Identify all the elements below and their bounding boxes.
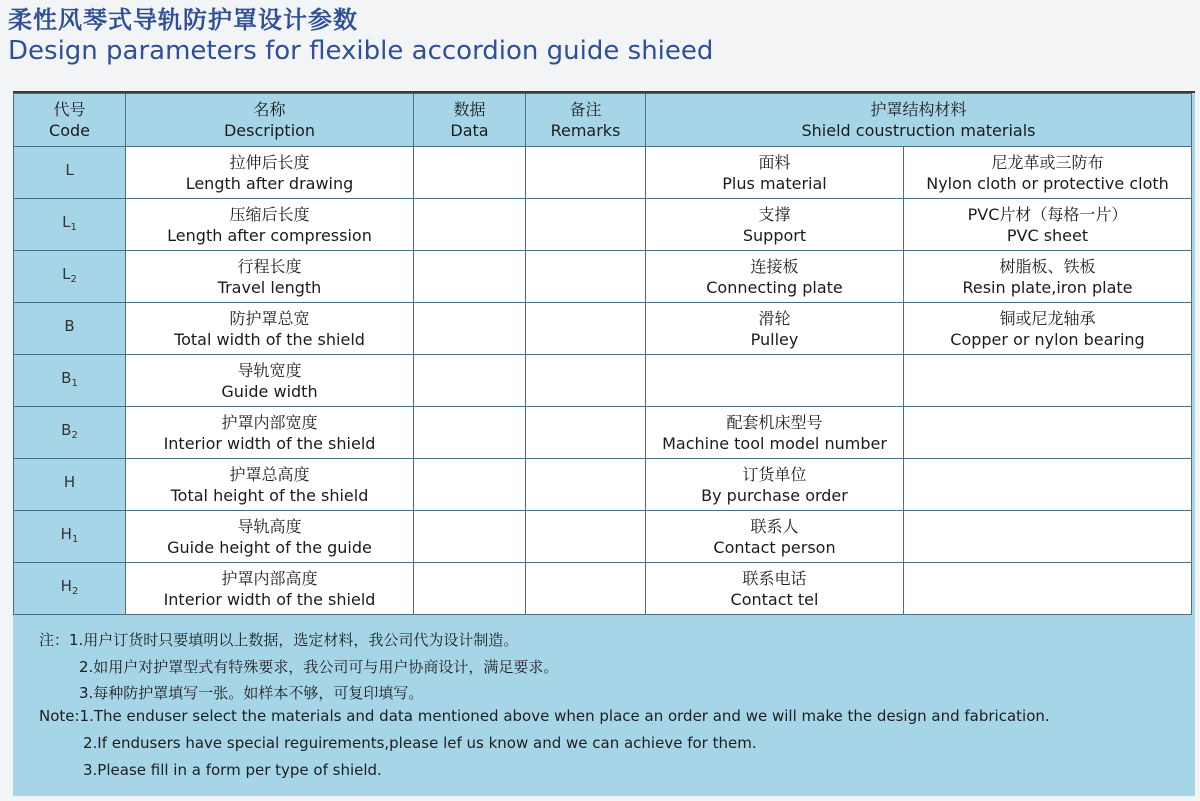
code-subscript: 1 — [70, 221, 77, 233]
description-en: Length after compression — [167, 225, 372, 245]
code-letter: L — [62, 212, 71, 231]
description-cell — [126, 563, 414, 615]
material-item-cn: 联系人 — [750, 516, 799, 536]
code-cell — [14, 251, 126, 303]
material-item-cell — [646, 303, 904, 355]
data-cell[interactable] — [414, 563, 526, 615]
description-cn: 压缩后长度 — [229, 204, 310, 224]
material-item-en: Connecting plate — [706, 277, 843, 297]
header-data-en: Data — [450, 121, 489, 140]
header-remarks-en: Remarks — [550, 121, 621, 140]
description-cell — [126, 459, 414, 511]
table-row — [14, 511, 1192, 563]
description-en: Guide width — [221, 381, 318, 401]
description-cn: 行程长度 — [237, 256, 302, 276]
material-value-cn: 铜或尼龙轴承 — [999, 308, 1096, 328]
material-item-en: By purchase order — [701, 485, 848, 505]
material-item-en: Contact tel — [730, 589, 819, 609]
remarks-cell[interactable] — [526, 459, 646, 511]
code-cell — [14, 511, 126, 563]
code-letter: H — [63, 472, 76, 491]
code-subscript: 2 — [70, 273, 77, 285]
note-en-3: 3.Please fill in a form per type of shield. — [83, 761, 382, 779]
description-cn: 护罩内部宽度 — [221, 412, 318, 432]
material-item-cn: 配套机床型号 — [726, 412, 823, 432]
data-cell[interactable] — [414, 199, 526, 251]
header-remarks — [526, 94, 646, 147]
material-item-en: Support — [742, 225, 807, 245]
note-cn-3: 3.每种防护罩填写一张。如样本不够，可复印填写。 — [79, 684, 424, 702]
header-materials-en: Shield coustruction materials — [801, 121, 1036, 140]
note-en-2: 2.If endusers have special reguirements,please lef us know and we can achieve for them. — [83, 734, 757, 752]
material-value-cell[interactable] — [904, 459, 1192, 511]
material-item-cn: 滑轮 — [758, 308, 791, 328]
page-title-en: Design parameters for flexible accordion guide shieed — [8, 36, 714, 66]
header-description-en: Description — [223, 121, 316, 140]
table-row — [14, 147, 1192, 199]
table-row — [14, 407, 1192, 459]
table-header-row — [14, 94, 1192, 147]
material-item-en: Plus material — [722, 173, 827, 193]
description-cn: 护罩总高度 — [229, 464, 310, 484]
material-item-cn: 连接板 — [750, 256, 799, 276]
data-cell[interactable] — [414, 251, 526, 303]
material-value-cn: 尼龙革或三防布 — [991, 152, 1104, 172]
description-en: Interior width of the shield — [163, 433, 376, 453]
header-code-en: Code — [49, 121, 90, 140]
code-letter: H — [60, 576, 72, 595]
material-item-cell — [646, 459, 904, 511]
code-cell — [14, 147, 126, 199]
material-value-en: Resin plate,iron plate — [962, 277, 1133, 297]
description-en: Total width of the shield — [174, 329, 365, 349]
description-en: Length after drawing — [185, 173, 354, 193]
description-cn: 导轨宽度 — [237, 360, 302, 380]
remarks-cell[interactable] — [526, 147, 646, 199]
data-cell[interactable] — [414, 407, 526, 459]
description-en: Total height of the shield — [170, 485, 369, 505]
material-value-cell[interactable] — [904, 355, 1192, 407]
table-row — [14, 563, 1192, 615]
remarks-cell[interactable] — [526, 407, 646, 459]
header-description-cn: 名称 — [253, 100, 286, 119]
material-item-cell — [646, 355, 904, 407]
code-letter: B — [61, 368, 72, 387]
code-subscript: 1 — [71, 533, 79, 545]
description-cn: 拉伸后长度 — [229, 152, 310, 172]
data-cell[interactable] — [414, 459, 526, 511]
data-cell[interactable] — [414, 147, 526, 199]
code-subscript: 1 — [71, 377, 78, 389]
code-letter: H — [60, 524, 72, 543]
parameter-sheet — [13, 91, 1195, 796]
description-cn: 导轨高度 — [237, 516, 302, 536]
note-en-1: Note:1.The enduser select the materials and data mentioned above when place an order and we will make the design and fabrication. — [39, 707, 1050, 725]
description-en: Interior width of the shield — [163, 589, 376, 609]
material-item-en: Contact person — [713, 537, 836, 557]
code-letter: B — [64, 316, 75, 335]
material-item-cell — [646, 563, 904, 615]
description-cell — [126, 251, 414, 303]
note-cn-1: 注：1.用户订货时只要填明以上数据，选定材料，我公司代为设计制造。 — [39, 631, 519, 649]
code-cell — [14, 563, 126, 615]
description-cell — [126, 355, 414, 407]
material-value-cell[interactable] — [904, 303, 1192, 355]
header-data-cn: 数据 — [453, 100, 486, 119]
material-item-cell — [646, 199, 904, 251]
data-cell[interactable] — [414, 511, 526, 563]
table-row — [14, 303, 1192, 355]
material-value-cn: 树脂板、铁板 — [999, 256, 1096, 276]
material-value-en: Copper or nylon bearing — [950, 329, 1145, 349]
code-cell — [14, 199, 126, 251]
material-item-cn: 订货单位 — [742, 464, 807, 484]
remarks-cell[interactable] — [526, 355, 646, 407]
description-en: Guide height of the guide — [167, 537, 372, 557]
description-cell — [126, 407, 414, 459]
parameter-table — [13, 93, 1192, 615]
material-value-cell[interactable] — [904, 407, 1192, 459]
material-item-cn: 联系电话 — [742, 568, 807, 588]
header-code-cn: 代号 — [53, 100, 86, 119]
material-item-cell — [646, 511, 904, 563]
header-materials — [646, 94, 1192, 147]
material-value-cell[interactable] — [904, 251, 1192, 303]
table-row — [14, 459, 1192, 511]
code-subscript: 2 — [71, 429, 78, 441]
code-cell — [14, 355, 126, 407]
remarks-cell[interactable] — [526, 199, 646, 251]
code-letter: B — [61, 420, 72, 439]
description-cn: 防护罩总宽 — [229, 308, 310, 328]
code-cell — [14, 407, 126, 459]
material-item-cell — [646, 251, 904, 303]
remarks-cell[interactable] — [526, 251, 646, 303]
description-cell — [126, 147, 414, 199]
description-cell — [126, 199, 414, 251]
material-item-en: Machine tool model number — [662, 433, 887, 453]
material-value-cell[interactable] — [904, 147, 1192, 199]
remarks-cell[interactable] — [526, 511, 646, 563]
description-cell — [126, 303, 414, 355]
header-code — [14, 94, 126, 147]
code-cell — [14, 303, 126, 355]
header-remarks-cn: 备注 — [569, 100, 602, 119]
material-value-cn: PVC片材（每格一片） — [967, 204, 1128, 224]
material-item-en: Pulley — [750, 329, 799, 349]
description-en: Travel length — [217, 277, 322, 297]
material-value-en: PVC sheet — [1006, 225, 1089, 245]
material-item-cn: 面料 — [758, 152, 791, 172]
table-row — [14, 199, 1192, 251]
code-letter: L — [62, 264, 71, 283]
remarks-cell[interactable] — [526, 303, 646, 355]
code-letter: L — [65, 160, 74, 179]
material-value-cell[interactable] — [904, 199, 1192, 251]
data-cell[interactable] — [414, 355, 526, 407]
material-value-cell[interactable] — [904, 511, 1192, 563]
header-materials-cn: 护罩结构材料 — [870, 100, 967, 119]
material-value-cell[interactable] — [904, 563, 1192, 615]
note-cn-2: 2.如用户对护罩型式有特殊要求，我公司可与用户协商设计，满足要求。 — [79, 658, 559, 676]
header-data — [414, 94, 526, 147]
table-row — [14, 251, 1192, 303]
remarks-cell[interactable] — [526, 563, 646, 615]
material-item-cell — [646, 147, 904, 199]
table-row — [14, 355, 1192, 407]
material-item-cn: 支撑 — [758, 204, 791, 224]
material-item-cell — [646, 407, 904, 459]
header-description — [126, 94, 414, 147]
data-cell[interactable] — [414, 303, 526, 355]
description-cn: 护罩内部高度 — [221, 568, 318, 588]
page-title-cn: 柔性风琴式导轨防护罩设计参数 — [8, 6, 358, 34]
code-cell — [14, 459, 126, 511]
table-body — [14, 147, 1192, 615]
material-value-en: Nylon cloth or protective cloth — [926, 173, 1169, 193]
description-cell — [126, 511, 414, 563]
code-subscript: 2 — [71, 585, 79, 597]
